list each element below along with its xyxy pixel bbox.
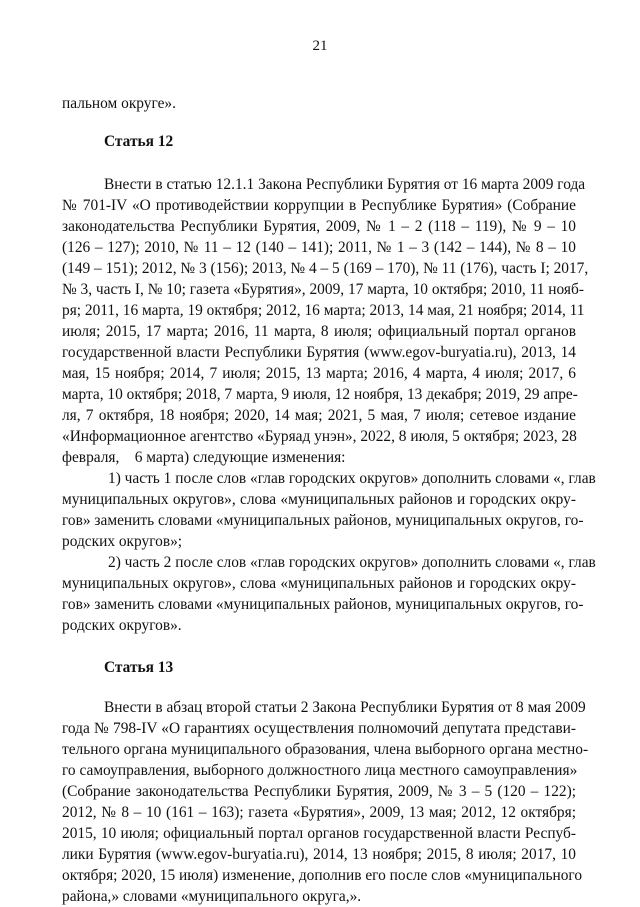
page-number: 21 bbox=[312, 38, 328, 54]
document-body bbox=[62, 93, 596, 907]
carryover-line: пальном округе». bbox=[62, 95, 176, 112]
article-13-line: района,» словами «муниципального округа,». bbox=[62, 888, 362, 905]
article-12-line: (149 – 151); 2012, № 3 (156); 2013, № 4 – 5 (169 – 170), № 11 (176), часть I; 2017, bbox=[62, 260, 589, 277]
item-1-line: 1) часть 1 после слов «глав городских округов» дополнить словами «, глав bbox=[108, 470, 596, 487]
article-12-line: Внести в статью 12.1.1 Закона Республики Бурятия от 16 марта 2009 года bbox=[104, 176, 586, 193]
article-13-line: 2015, 10 июля; официальный портал органов государственной власти Респуб- bbox=[62, 825, 576, 842]
article-13-heading: Статья 13 bbox=[104, 659, 174, 676]
item-2-line: муниципальных округов», слова «муниципальных районов и городских окру- bbox=[62, 575, 576, 592]
article-13-line: лики Бурятия (www.egov-buryatia.ru), 2014, 13 ноября; 2015, 8 июля; 2017, 10 bbox=[62, 846, 576, 863]
item-2-line: родских округов». bbox=[62, 617, 182, 634]
article-12-line: (126 – 127); 2010, № 11 – 12 (140 – 141); 2011, № 1 – 3 (142 – 144), № 8 – 10 bbox=[62, 239, 576, 256]
article-12-line: государственной власти Республики Бурятия (www.egov-buryatia.ru), 2013, 14 bbox=[62, 344, 576, 361]
article-12-item-2 bbox=[62, 552, 596, 636]
article-12-paragraph bbox=[62, 174, 589, 468]
article-13-paragraph bbox=[62, 697, 589, 907]
item-1-line: гов» заменить словами «муниципальных районов, муниципальных округов, го- bbox=[62, 512, 584, 529]
item-2-line: 2) часть 2 после слов «глав городских округов» дополнить словами «, глав bbox=[108, 554, 596, 571]
article-12-line: законодательства Республики Бурятия, 2009, № 1 – 2 (118 – 119), № 9 – 10 bbox=[62, 218, 576, 235]
article-13-line: октября; 2020, 15 июля) изменение, дополнив его после слов «муниципального bbox=[62, 867, 583, 884]
article-13-line: тельного органа муниципального образования, члена выборного органа местно- bbox=[62, 741, 589, 758]
article-12-line: ля, 7 октября, 18 ноября; 2020, 14 мая; 2021, 5 мая, 7 июля; сетевое издание bbox=[62, 407, 576, 424]
article-13-line: (Собрание законодательства Республики Бурятия, 2009, № 3 – 5 (120 – 122); bbox=[62, 783, 576, 800]
article-12-line: «Информационное агентство «Буряад унэн», 2022, 8 июля, 5 октября; 2023, 28 bbox=[62, 428, 577, 445]
article-12-line: февраля, 6 марта) следующие изменения: bbox=[62, 449, 346, 466]
article-13-line: Внести в абзац второй статьи 2 Закона Республики Бурятия от 8 мая 2009 bbox=[104, 699, 586, 716]
article-12-heading: Статья 12 bbox=[104, 133, 174, 150]
item-1-line: муниципальных округов», слова «муниципальных районов и городских окру- bbox=[62, 491, 576, 508]
item-1-line: родских округов»; bbox=[62, 533, 183, 550]
article-12-line: мая, 15 ноября; 2014, 7 июля; 2015, 13 марта; 2016, 4 марта, 4 июля; 2017, 6 bbox=[62, 365, 576, 382]
article-12-line: июля; 2015, 17 марта; 2016, 11 марта, 8 июля; официальный портал органов bbox=[62, 323, 576, 340]
article-13-line: года № 798-IV «О гарантиях осуществления полномочий депутата представи- bbox=[62, 720, 576, 737]
article-12-line: № 701-IV «О противодействии коррупции в Республике Бурятия» (Собрание bbox=[62, 197, 576, 214]
article-12-line: № 3, часть I, № 10; газета «Бурятия», 2009, 17 марта, 10 октября; 2010, 11 нояб- bbox=[62, 281, 584, 298]
article-13-line: 2012, № 8 – 10 (161 – 163); газета «Бурятия», 2009, 13 мая; 2012, 12 октября; bbox=[62, 804, 576, 821]
article-12-line: ря; 2011, 16 марта, 19 октября; 2012, 16 марта; 2013, 14 мая, 21 ноября; 2014, 11 bbox=[62, 302, 585, 319]
article-12-item-1 bbox=[62, 468, 596, 552]
item-2-line: гов» заменить словами «муниципальных районов, муниципальных округов, го- bbox=[62, 596, 584, 613]
article-12-line: марта, 10 октября; 2018, 7 марта, 9 июля, 12 ноября, 13 декабря; 2019, 29 апре- bbox=[62, 386, 578, 403]
article-13-line: го самоуправления, выборного должностного лица местного самоуправления» bbox=[62, 762, 578, 779]
